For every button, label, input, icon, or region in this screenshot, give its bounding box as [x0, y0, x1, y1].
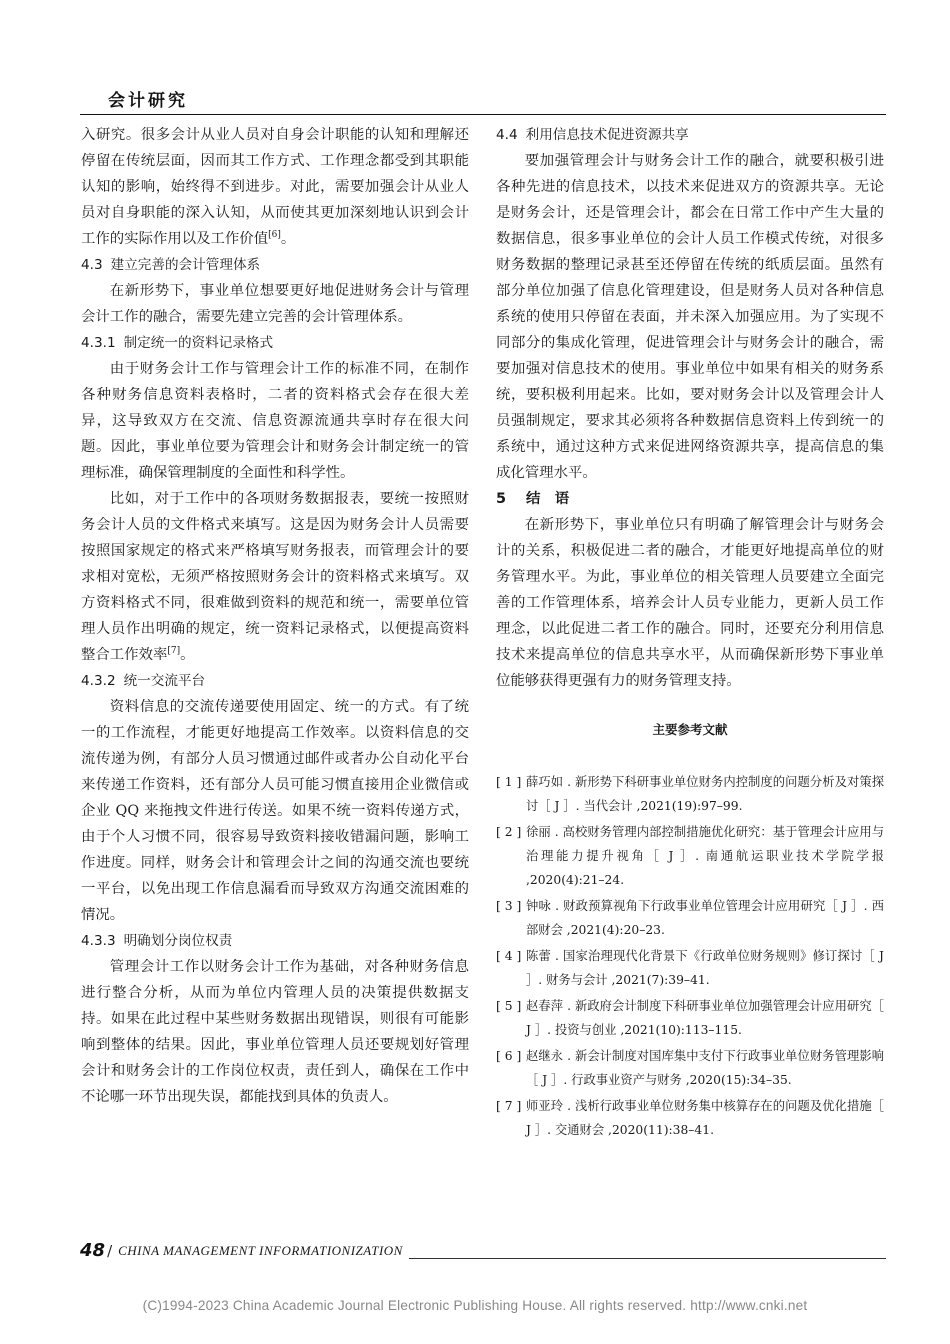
reference-text: 徐丽 . 高校财务管理内部控制措施优化研究：基于管理会计应用与治理能力提升视角［ J ］. 南通航运职业技术学院学报 ,2020(4):21–24.	[526, 825, 884, 887]
section-4-3-1-paragraph-1: 由于财务会计工作与管理会计工作的标准不同，在制作各种财务信息资料表格时，二者的资料格式会存在很大差异，这导致双方在交流、信息资源流通共享时存在很大问题。因此，事业单位要为管理会计和财务会计制定统一的管理标准，确保管理制度的全面性和科学性。	[81, 361, 469, 481]
reference-item	[496, 820, 884, 892]
section-4-3-heading	[81, 252, 469, 278]
reference-item	[496, 894, 884, 942]
section-title: 明确划分岗位权责	[123, 933, 233, 949]
journal-name: CHINA MANAGEMENT INFORMATIONIZATION	[118, 1242, 403, 1258]
section-4-3-1-heading	[81, 330, 469, 356]
intro-text: 入研究。很多会计从业人员对自身会计职能的认知和理解还停留在传统层面，因而其工作方式、工作理念都受到其职能认知的影响，始终得不到进步。对此，需要加强会计从业人员对自身职能的深入认知，从而使其更加深刻地认识到会计工作的实际作用以及工作价值	[81, 127, 469, 247]
reference-number: [ 2 ]	[496, 825, 522, 839]
intro-end: 。	[280, 231, 296, 247]
section-4-3-2-heading	[81, 668, 469, 694]
section-number: 5	[496, 491, 507, 507]
section-4-3-1-paragraph-2	[81, 486, 469, 668]
reference-number: [ 6 ]	[496, 1049, 522, 1063]
citation-7: [7]	[167, 646, 181, 657]
page-number: 48	[80, 1240, 106, 1261]
section-number: 4.3.2	[81, 673, 116, 689]
section-4-3-2-paragraph: 资料信息的交流传递要使用固定、统一的方式。有了统一的工作流程，才能更好地提高工作效率。以资料信息的交流传递为例，有部分人员习惯通过邮件或者办公自动化平台来传递工作资料，还有部分人员可能习惯直接用企业微信或企业 QQ 来拖拽文件进行传送。如果不统一资料传递方式，由于个人习惯不同，很容易导致资料接收错漏问题，影响工作进度。同样，财务会计和管理会计之间的沟通交流也要统一平台，以免出现工作信息漏看而导致双方沟通交流困难的情况。	[81, 699, 469, 923]
reference-item	[496, 994, 884, 1042]
reference-number: [ 4 ]	[496, 949, 522, 963]
intro-paragraph	[81, 122, 469, 252]
section-4-4-heading	[496, 122, 884, 148]
reference-item	[496, 1044, 884, 1092]
section-title: 制定统一的资料记录格式	[123, 335, 274, 351]
citation-6: [6]	[268, 230, 281, 241]
section-number: 4.3	[81, 257, 103, 273]
right-column	[496, 122, 884, 1144]
reference-number: [ 5 ]	[496, 999, 522, 1013]
section-number: 4.4	[496, 127, 518, 143]
footer-separator: /	[107, 1241, 113, 1260]
reference-item	[496, 770, 884, 818]
header-rule	[80, 114, 886, 115]
section-5-heading	[496, 486, 884, 512]
section-4-3-3-paragraph: 管理会计工作以财务会计工作为基础，对各种财务信息进行整合分析，从而为单位内管理人员的决策提供数据支持。如果在此过程中某些财务数据出现错误，则很有可能影响到整体的结果。因此，事业单位管理人员还要规划好管理会计和财务会计的工作岗位权责，责任到人，确保在工作中不论哪一环节出现失误，都能找到具体的负责人。	[81, 959, 469, 1105]
references-title: 主要参考文献	[652, 722, 728, 737]
paragraph-text: 比如，对于工作中的各项财务数据报表，要统一按照财务会计人员的文件格式来填写。这是因为财务会计人员需要按照国家规定的格式来严格填写财务报表，而管理会计的要求相对宽松，无须严格按照财务会计的资料格式来填写。双方资料格式不同，很难做到资料的规范和统一，需要单位管理人员作出明确的规定，统一资料记录格式，以便提高资料整合工作效率	[81, 491, 469, 663]
reference-item	[496, 944, 884, 992]
section-number: 4.3.1	[81, 335, 116, 351]
reference-number: [ 3 ]	[496, 899, 522, 913]
section-4-3-3-heading	[81, 928, 469, 954]
page-footer	[80, 1240, 409, 1261]
section-title: 结 语	[526, 491, 570, 507]
reference-number: [ 7 ]	[496, 1099, 522, 1113]
reference-text: 赵继永 . 新会计制度对国库集中支付下行政事业单位财务管理影响［ J ］. 行政事业资产与财务 ,2020(15):34–35.	[526, 1049, 884, 1087]
section-title: 利用信息技术促进资源共享	[525, 127, 689, 143]
reference-item	[496, 1094, 884, 1142]
reference-number: [ 1 ]	[496, 775, 522, 789]
section-4-3-paragraph: 在新形势下，事业单位想要更好地促进财务会计与管理会计工作的融合，需要先建立完善的会计管理体系。	[81, 283, 469, 325]
running-header-title: 会计研究	[108, 91, 188, 111]
copyright-watermark: (C)1994-2023 China Academic Journal Electronic Publishing House. All rights reserved. http://www.cnki.net	[142, 1298, 808, 1313]
conclusion-paragraph: 在新形势下，事业单位只有明确了解管理会计与财务会计的关系，积极促进二者的融合，才能更好地提高单位的财务管理水平。为此，事业单位的相关管理人员要建立全面完善的工作管理体系，培养会计人员专业能力，更新人员工作理念，以此促进二者工作的融合。同时，还要充分利用信息技术来提高单位的信息共享水平，从而确保新形势下事业单位能够获得更强有力的财务管理支持。	[496, 517, 884, 689]
section-title: 建立完善的会计管理体系	[110, 257, 261, 273]
reference-text: 赵春萍 . 新政府会计制度下科研事业单位加强管理会计应用研究［ J ］. 投资与创业 ,2021(10):113–115.	[526, 999, 884, 1037]
left-column	[81, 122, 469, 1110]
paragraph-end: 。	[180, 647, 195, 663]
section-4-4-paragraph: 要加强管理会计与财务会计工作的融合，就要积极引进各种先进的信息技术，以技术来促进双方的资源共享。无论是财务会计，还是管理会计，都会在日常工作中产生大量的数据信息，很多事业单位的会计人员工作模式传统，对很多财务数据的整理记录甚至还停留在传统的纸质层面。虽然有部分单位加强了信息化管理建设，但是财务人员对各种信息系统的使用只停留在表面，并未深入加强应用。为了实现不同部分的集成化管理，促进管理会计与财务会计的融合，需要加强对信息技术的使用。事业单位中如果有相关的财务系统，要积极利用起来。比如，要对财务会计以及管理会计人员强制规定，要求其必须将各种数据信息资料上传到统一的系统中，通过这种方式来促进网络资源共享，提高信息的集成化管理水平。	[496, 153, 884, 481]
reference-text: 钟咏 . 财政预算视角下行政事业单位管理会计应用研究［ J ］. 西部财会 ,2021(4):20–23.	[526, 899, 884, 937]
reference-text: 陈蕾 . 国家治理现代化背景下《行政单位财务规则》修订探讨［ J ］. 财务与会计 ,2021(7):39–41.	[526, 949, 884, 987]
section-title: 统一交流平台	[123, 673, 206, 689]
reference-text: 薛巧如 . 新形势下科研事业单位财务内控制度的问题分析及对策探讨［ J ］. 当代会计 ,2021(19):97–99.	[526, 775, 884, 813]
reference-text: 师亚玲 . 浅析行政事业单位财务集中核算存在的问题及优化措施［ J ］. 交通财会 ,2020(11):38–41.	[526, 1099, 884, 1137]
section-number: 4.3.3	[81, 933, 116, 949]
